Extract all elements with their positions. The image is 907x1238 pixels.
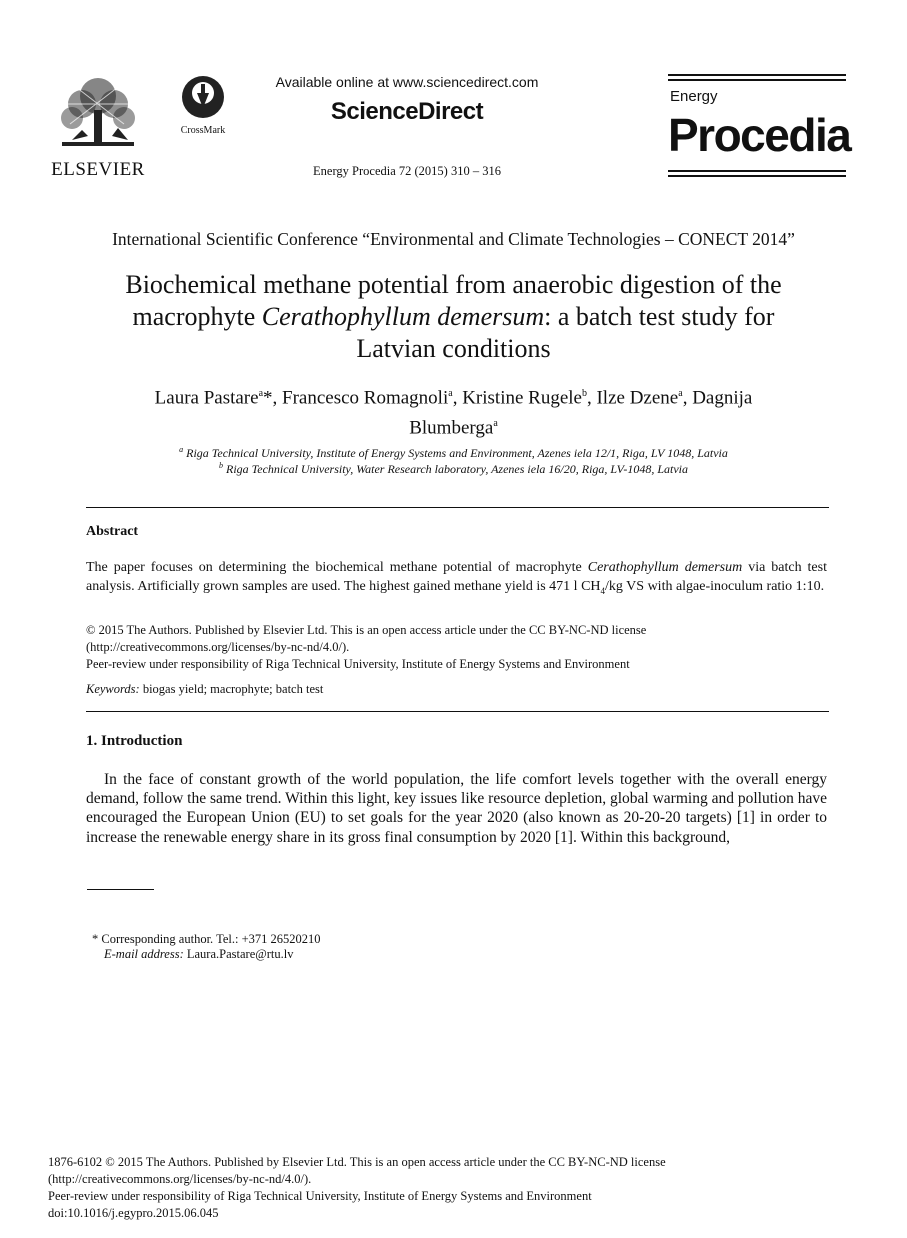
corresponding-author: * Corresponding author. Tel.: +371 26520210	[92, 932, 321, 946]
title-line: macrophyte Cerathophyllum demersum: a batch test study for	[132, 302, 775, 331]
crossmark-badge[interactable]	[172, 74, 234, 136]
intro-paragraph: In the face of constant growth of the world population, the life comfort levels together with the overall energy demand, follow the same trend. Within this light, key issues like resource depletion, global warming and pollution have encouraged the European Union (EU) to set goals for the year 2020 (also known as 20-20-20 targets) [1] in order to increase the renewable energy share in its gross final consumption by 2020 [1]. Within this background,	[86, 771, 827, 846]
affiliation: $^b$ Riga Technical University, Water Research laboratory, Azenes iela 16/20, Riga, LV-1048, Latvia	[219, 461, 688, 476]
footer-license: 1876-6102 © 2015 The Authors. Published by Elsevier Ltd. This is an open access article under the CC BY-NC-ND license (http://creativecommons.org/licenses/by-nc-nd/4.0/). Peer-review under responsibility of Riga Technical University, Institute of Energy Systems and Environment doi:10.1016/j.egypro.2015.06.045	[48, 1155, 666, 1220]
available-online-text: Available online at www.sciencedirect.com	[275, 74, 539, 90]
elsevier-tree-icon	[52, 74, 144, 152]
abstract-text: The paper focuses on determining the biochemical methane potential of macrophyte Cerathophyllum demersum via batch test analysis. Artificially grown samples are used. The highest gained methane yield is 471 l $CH_4/kg$ VS with algae-inoculum ratio 1:10.	[86, 560, 827, 596]
paper-title	[80, 269, 827, 365]
elsevier-logo	[50, 74, 146, 178]
logo-rule	[668, 79, 846, 81]
doi[interactable]: doi:10.1016/j.egypro.2015.06.045	[48, 1206, 219, 1220]
author-list: Laura Pastare$^a$*, Francesco Romagnoli$^a$, Kristine Rugele$^b$, Ilze Dzene$^a$, Dagnija Blumberga$^a$	[154, 387, 753, 439]
logo-rule	[668, 175, 846, 177]
logo-rule	[668, 74, 846, 76]
affiliation: $^a$ Riga Technical University, Institute of Energy Systems and Environment, Azenes iela 12/1, Riga, LV 1048, Latvia	[179, 445, 728, 460]
crossmark-icon	[180, 74, 226, 120]
divider	[86, 711, 829, 712]
footer-license-link[interactable]: (http://creativecommons.org/licenses/by-nc-nd/4.0/).	[48, 1172, 312, 1186]
author-email: E-mail address: Laura.Pastare@rtu.lv	[104, 947, 294, 961]
footnote-rule	[87, 889, 154, 890]
section-heading: 1. Introduction	[86, 733, 183, 749]
license-link[interactable]: (http://creativecommons.org/licenses/by-nc-nd/4.0/).	[86, 640, 350, 654]
logo-procedia-text: Procedia	[668, 109, 851, 161]
title-line: Latvian conditions	[356, 334, 551, 363]
divider	[86, 507, 829, 508]
journal-citation: Energy Procedia 72 (2015) 310 – 316	[313, 164, 501, 178]
conference-name: International Scientific Conference “Environmental and Climate Technologies – CONECT 2014”	[112, 229, 795, 249]
copyright-notice: © 2015 The Authors. Published by Elsevier Ltd. This is an open access article under the CC BY-NC-ND license (http://creativecommons.org/licenses/by-nc-nd/4.0/). Peer-review under responsibility of Riga Technical University, Institute of Energy Systems and Environment	[86, 623, 647, 671]
logo-rule	[668, 170, 846, 172]
title-line: Biochemical methane potential from anaerobic digestion of the	[125, 270, 782, 299]
energy-procedia-logo	[668, 74, 851, 178]
sciencedirect-logo: ScienceDirect	[330, 98, 484, 125]
elsevier-wordmark: ELSEVIER	[51, 159, 145, 180]
logo-energy-text: Energy	[670, 88, 718, 105]
crossmark-label: CrossMark	[180, 125, 226, 136]
abstract-heading: Abstract	[86, 524, 139, 539]
keywords: Keywords: biogas yield; macrophyte; batch test	[86, 682, 324, 696]
